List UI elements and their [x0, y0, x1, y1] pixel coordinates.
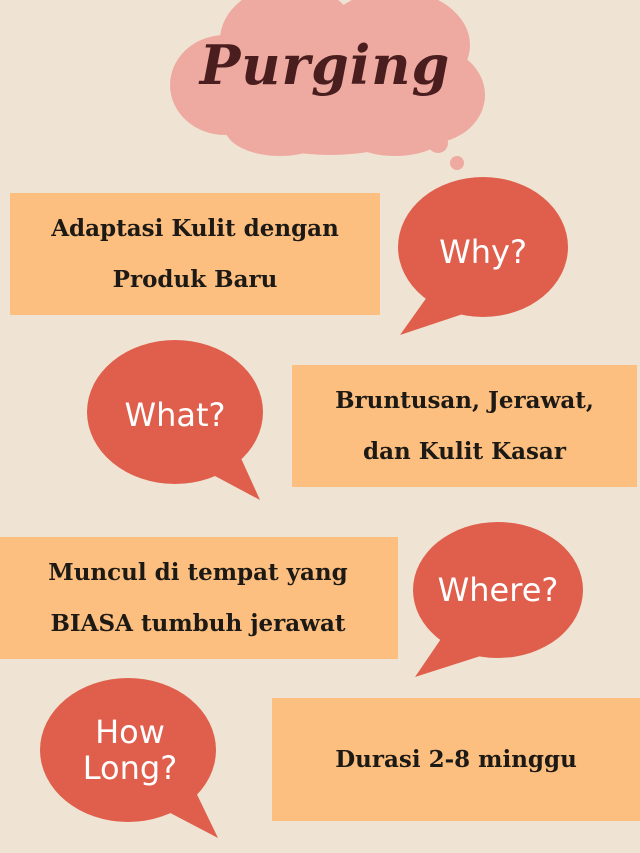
answer-line: Bruntusan, Jerawat, — [335, 387, 594, 414]
answer-line: dan Kulit Kasar — [363, 438, 566, 465]
question-line: Long? — [82, 749, 178, 787]
answer-box-what — [292, 365, 637, 487]
question-how-long — [45, 705, 215, 795]
question-what: What? — [124, 396, 226, 434]
question-line: How — [95, 713, 165, 751]
answer-line: Produk Baru — [112, 266, 278, 293]
answer-box-where — [0, 537, 398, 659]
answer-line: Adaptasi Kulit dengan — [51, 215, 339, 242]
question-why: Why? — [439, 233, 527, 271]
page-title: Purging — [199, 33, 451, 97]
question-where: Where? — [437, 571, 559, 609]
answer-line: Durasi 2-8 minggu — [335, 746, 577, 773]
answer-line: BIASA tumbuh jerawat — [50, 610, 346, 637]
answer-box-how-long — [272, 698, 640, 821]
answer-line: Muncul di tempat yang — [48, 559, 348, 586]
answer-box-why — [10, 193, 380, 315]
